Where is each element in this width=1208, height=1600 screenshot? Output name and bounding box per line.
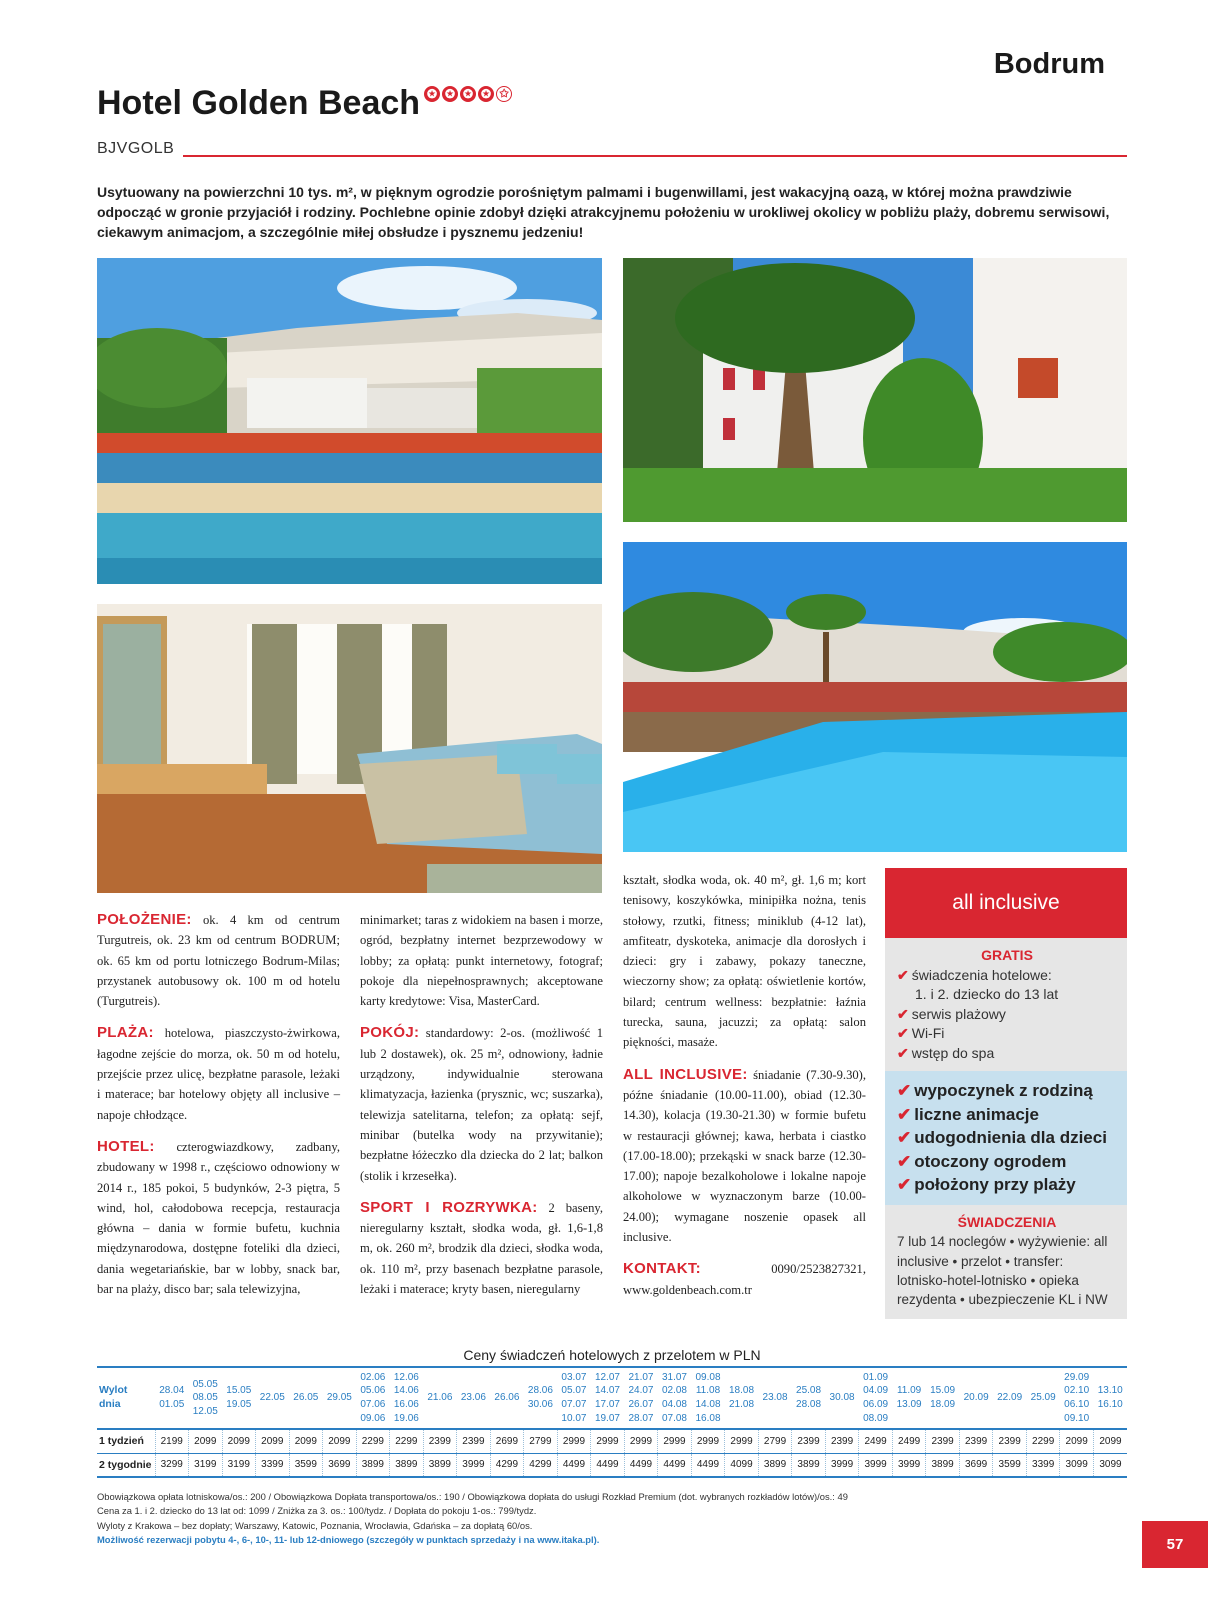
price-table [97, 1366, 1127, 1478]
section-heading: POŁOŻENIE: [97, 911, 192, 928]
price-cell: 3399 [256, 1453, 290, 1477]
price-cell: 3899 [926, 1453, 960, 1477]
note-line: Cena za 1. i 2. dziecko do 13 lat od: 1099 / Zniżka za 3. os.: 100/tydz. / Dopłata do pokoju 1-os.: 799/tydz. [97, 1505, 537, 1517]
departure-date-cell: 12.06 14.06 16.06 19.06 [390, 1367, 424, 1429]
star-icon: ✪ [478, 86, 494, 102]
gratis-item: ✔ świadczenia hotelowe: [897, 966, 1052, 983]
departure-date-cell: 29.09 02.10 06.10 09.10 [1060, 1367, 1094, 1429]
price-notes [97, 1490, 1127, 1548]
price-cell: 2799 [758, 1429, 792, 1453]
feature-item: ✔ położony przy plaży [897, 1175, 1076, 1195]
checkmark-icon: ✔ [897, 1081, 912, 1100]
price-cell: 2299 [390, 1429, 424, 1453]
price-cell: 4099 [725, 1453, 759, 1477]
departure-date-cell: 20.09 [959, 1367, 993, 1429]
price-cell: 2399 [423, 1429, 457, 1453]
gratis-item-detail: 1. i 2. dziecko do 13 lat [915, 986, 1059, 1002]
beach-photo [97, 258, 602, 584]
departure-date-cell: 29.05 [323, 1367, 357, 1429]
price-cell: 2399 [457, 1429, 491, 1453]
departure-date-cell: 01.09 04.09 06.09 08.09 [859, 1367, 893, 1429]
departure-dates-row [97, 1367, 1127, 1429]
departure-date-cell: 21.06 [423, 1367, 457, 1429]
departure-date-cell: 28.04 01.05 [155, 1367, 189, 1429]
price-cell: 4499 [658, 1453, 692, 1477]
checkmark-icon: ✔ [897, 1175, 912, 1195]
hotel-name: Hotel Golden Beach [97, 84, 421, 122]
price-cell: 4499 [624, 1453, 658, 1477]
departure-date-cell: 02.06 05.06 07.06 09.06 [356, 1367, 390, 1429]
row-label: Wylot dnia [97, 1367, 155, 1429]
section-heading: HOTEL: [97, 1137, 155, 1155]
price-cell: 2099 [222, 1429, 256, 1453]
price-cell: 3899 [792, 1453, 826, 1477]
price-cell: 3199 [222, 1453, 256, 1477]
price-cell: 3099 [1060, 1453, 1094, 1477]
title-divider [183, 155, 1127, 157]
text-column-2 [360, 910, 603, 1311]
checkmark-icon: ✔ [897, 1128, 912, 1148]
departure-date-cell: 15.05 19.05 [222, 1367, 256, 1429]
departure-date-cell: 13.10 16.10 [1093, 1367, 1127, 1429]
swiadczenia-text: 7 lub 14 noclegów • wyżywienie: all inclusive • przelot • transfer: lotnisko-hotel-lotnisko • opieka rezydenta • ubezpieczenie KL i NW [897, 1234, 1108, 1308]
departure-date-cell: 30.08 [825, 1367, 859, 1429]
note-line: Wyloty z Krakowa – bez dopłaty; Warszawy, Katowic, Poznania, Wrocławia, Gdańska – za dopłatą 60/os. [97, 1519, 533, 1531]
price-cell: 3899 [758, 1453, 792, 1477]
section-sport-cont: kształt, słodka woda, ok. 40 m², gł. 1,6 m; kort tenisowy, koszykówka, minipiłka nożna, tenis stołowy, rzutki, fitness; miniklub (4-12 lat), amfiteatr, dyskoteka, animacje dla dorosłych i dzieci: gry i zabawy, pokazy taneczne, wieczorny show; za opłatą: oświetlenie kortów, bilard; centrum wellness: bezpłatnie: łaźnia turecka, sauna, jacuzzi; za opłatą: salon piękności, masaże. [623, 873, 866, 1050]
star-rating [424, 86, 514, 102]
feature-item: ✔ liczne animacje [897, 1104, 1039, 1124]
price-cell: 2999 [557, 1429, 591, 1453]
section-text: 2 baseny, nieregularny kształt, słodka woda, gł. 1,6-1,8 m, ok. 260 m², brodzik dla dzieci, słodka woda, ok. 110 m², przy basenach bezpłatne parasole, leżaki i materace; kryty basen, nieregularny [360, 1200, 603, 1297]
pool-photo [623, 542, 1127, 852]
note-line: Obowiązkowa opłata lotniskowa/os.: 200 / Obowiązkowa Dopłata transportowa/os.: 190 / Obowiązkowa dopłata do usługi Rozkład Premium (dot. wybranych rozkładów lotów)/os.: 49 [97, 1491, 848, 1502]
section-sport [360, 1198, 603, 1299]
price-cell: 3299 [155, 1453, 189, 1477]
gratis-item: ✔ Wi-Fi [897, 1025, 945, 1041]
checkmark-icon: ✔ [897, 1104, 912, 1124]
row-label: 2 tygodnie [97, 1453, 155, 1477]
price-cell: 4299 [524, 1453, 558, 1477]
departure-date-cell: 12.07 14.07 17.07 19.07 [591, 1367, 625, 1429]
checkmark-icon: ✔ [897, 1025, 909, 1041]
section-hotel-cont: minimarket; taras z widokiem na basen i morze, ogród, bezpłatny internet bezprzewodowy w lobby; za opłatą: punkt internetowy, fotograf; pokoje dla niepełnosprawnych; akceptowane karty kredytowe: Visa, MasterCard. [360, 913, 603, 1009]
price-cell: 4299 [490, 1453, 524, 1477]
gratis-list [885, 938, 1127, 1071]
departure-date-cell: 26.06 [490, 1367, 524, 1429]
price-cell: 4499 [591, 1453, 625, 1477]
departure-date-cell: 03.07 05.07 07.07 10.07 [557, 1367, 591, 1429]
price-cell: 3699 [323, 1453, 357, 1477]
price-cell: 2399 [959, 1429, 993, 1453]
departure-date-cell: 18.08 21.08 [725, 1367, 759, 1429]
price-cell: 2099 [189, 1429, 223, 1453]
price-cell: 2399 [926, 1429, 960, 1453]
garden-photo [623, 258, 1127, 522]
section-kontakt [623, 1259, 866, 1300]
price-cell: 2199 [155, 1429, 189, 1453]
text-column-3 [623, 870, 866, 1312]
price-cell: 2099 [256, 1429, 290, 1453]
price-cell: 2999 [624, 1429, 658, 1453]
section-text: 0090/2523827321, www.goldenbeach.com.tr [623, 1262, 866, 1297]
price-row-1-week [97, 1429, 1127, 1453]
price-cell: 4499 [557, 1453, 591, 1477]
price-cell: 2499 [859, 1429, 893, 1453]
all-inclusive-box [885, 868, 1127, 1319]
price-cell: 3899 [423, 1453, 457, 1477]
section-heading: SPORT I ROZRYWKA: [360, 1198, 538, 1216]
price-cell: 3999 [892, 1453, 926, 1477]
price-cell: 2399 [993, 1429, 1027, 1453]
note-line: Możliwość rezerwacji pobytu 4-, 6-, 10-, 11- lub 12-dniowego (szczegóły w punktach sprzedaży i na www.itaka.pl). [97, 1534, 600, 1546]
price-cell: 2099 [323, 1429, 357, 1453]
departure-date-cell: 28.06 30.06 [524, 1367, 558, 1429]
price-cell: 3999 [457, 1453, 491, 1477]
departure-date-cell: 25.09 [1026, 1367, 1060, 1429]
section-allinc [623, 1065, 866, 1248]
price-cell: 2099 [1060, 1429, 1094, 1453]
feature-item: ✔ udogodnienia dla dzieci [897, 1128, 1107, 1148]
section-pokoj [360, 1023, 603, 1185]
price-cell: 3599 [289, 1453, 323, 1477]
price-cell: 3899 [356, 1453, 390, 1477]
price-cell: 2999 [591, 1429, 625, 1453]
departure-date-cell: 31.07 02.08 04.08 07.08 [658, 1367, 692, 1429]
departure-date-cell: 23.06 [457, 1367, 491, 1429]
gratis-heading: GRATIS [981, 947, 1033, 963]
section-text: czterogwiazdkowy, zadbany, zbudowany w 1998 r., częściowo odnowiony w 2014 r., 185 pokoi, 5 budynków, 2-3 piętra, 5 wind, hol, całodobowa recepcja, restauracja główna – dania w formie bufetu, kuchnia międzynarodowa, dostępne foteliki dla dzieci, dania wegetariańskie, bar w lobby, snack bar, bar na plaży, disco bar; sala telewizyjna, [97, 1139, 340, 1297]
price-cell: 3899 [390, 1453, 424, 1477]
price-cell: 2099 [1093, 1429, 1127, 1453]
departure-date-cell: 23.08 [758, 1367, 792, 1429]
all-inclusive-title: all inclusive [885, 868, 1127, 938]
checkmark-icon: ✔ [897, 1005, 909, 1022]
checkmark-icon: ✔ [897, 1151, 912, 1171]
intro-text: Usytuowany na powierzchni 10 tys. m², w pięknym ogrodzie porośniętym palmami i bugenwillami, jest wakacyjną oazą, w której można prawdziwie odpocząć w gronie przyjaciół i rodziny. Pochlebne opinie zdobył dzięki atrakcyjnemu położeniu w urokliwej okolicy w pobliżu plaży, dobremu serwisowi, ciekawym animacjom, a szczególnie miłej obsłudze i pysznemu jedzeniu! [97, 184, 1110, 240]
price-cell: 2999 [725, 1429, 759, 1453]
section-text: śniadanie (7.30-9.30), późne śniadanie (10.00-11.00), obiad (12.30-14.30), kolacja (19.30-21.30) w formie bufetu w restauracji głównej; kawa, herbata i ciastko (17.00-18.00); przekąski w snack barze (12.30-17.00); napoje bezalkoholowe i lokalne napoje alkoholowe w wyznaczonym barze (10.00-24.00); wymagane noszenie opasek all inclusive. [623, 1067, 867, 1245]
section-hotel [97, 1137, 340, 1299]
price-cell: 3999 [825, 1453, 859, 1477]
price-cell: 2999 [658, 1429, 692, 1453]
hotel-code: BJVGOLB [97, 140, 175, 157]
section-text: ok. 4 km od centrum Turgutreis, ok. 23 km od centrum BODRUM; ok. 65 km od portu lotniczego Bodrum-Milas; przystanek autobusowy ok. 100 m od hotelu (Turgutreis). [97, 913, 340, 1009]
price-cell: 2399 [825, 1429, 859, 1453]
price-cell: 4499 [691, 1453, 725, 1477]
departure-date-cell: 15.09 18.09 [926, 1367, 960, 1429]
section-polozenie [97, 910, 340, 1011]
price-cell: 2799 [524, 1429, 558, 1453]
departure-date-cell: 21.07 24.07 26.07 28.07 [624, 1367, 658, 1429]
price-table-title: Ceny świadczeń hotelowych z przelotem w PLN [463, 1347, 761, 1363]
region-name: Bodrum [993, 48, 1105, 80]
swiadczenia-heading: ŚWIADCZENIA [957, 1213, 1057, 1230]
half-star-icon: ✩ [496, 86, 512, 102]
page-number: 57 [1142, 1521, 1208, 1568]
price-cell: 2399 [792, 1429, 826, 1453]
departure-date-cell: 22.09 [993, 1367, 1027, 1429]
text-column-1 [97, 910, 340, 1311]
swiadczenia-box [885, 1205, 1127, 1319]
row-label: 1 tydzień [97, 1429, 155, 1453]
feature-list [885, 1071, 1127, 1205]
feature-item: ✔ wypoczynek z rodziną [897, 1081, 1093, 1100]
price-row-2-weeks [97, 1453, 1127, 1477]
price-cell: 3699 [959, 1453, 993, 1477]
departure-date-cell: 22.05 [256, 1367, 290, 1429]
star-icon: ✪ [442, 86, 458, 102]
price-cell: 3999 [859, 1453, 893, 1477]
hotel-title [97, 84, 514, 123]
feature-item: ✔ otoczony ogrodem [897, 1151, 1067, 1171]
section-plaza [97, 1023, 340, 1124]
price-cell: 2299 [1026, 1429, 1060, 1453]
section-heading: ALL INCLUSIVE: [623, 1065, 748, 1083]
section-text: hotelowa, piaszczysto-żwirkowa, łagodne zejście do morza, ok. 50 m od hotelu, przejście przez ulicę, bezpłatne parasole, leżaki i materace; bar hotelowy objęty all inclusive – napoje chłodzące. [97, 1026, 340, 1122]
departure-date-cell: 26.05 [289, 1367, 323, 1429]
price-cell: 2999 [691, 1429, 725, 1453]
price-cell: 3199 [189, 1453, 223, 1477]
section-text: standardowy: 2-os. (możliwość 1 lub 2 dostawek), ok. 25 m², odnowiony, ładnie urządzony, indywidualnie sterowana klimatyzacja, łazienka (prysznic, wc; suszarka), telewizja satelitarna, telefon; za opłatą: sejf, minibar (butelka wody na przywitanie); bezpłatne łóżeczko dla dziecka do 2 lat; balkon (stolik i krzesełka). [360, 1026, 603, 1183]
price-cell: 2099 [289, 1429, 323, 1453]
price-cell: 3099 [1093, 1453, 1127, 1477]
checkmark-icon: ✔ [897, 966, 909, 983]
star-icon: ✪ [424, 86, 440, 102]
gratis-item: ✔ wstęp do spa [897, 1044, 995, 1061]
price-cell: 2699 [490, 1429, 524, 1453]
gratis-item: ✔ serwis plażowy [897, 1005, 1006, 1022]
departure-date-cell: 09.08 11.08 14.08 16.08 [691, 1367, 725, 1429]
star-icon: ✪ [460, 86, 476, 102]
price-cell: 2499 [892, 1429, 926, 1453]
section-heading: KONTAKT: [623, 1260, 701, 1278]
price-cell: 3599 [993, 1453, 1027, 1477]
departure-date-cell: 25.08 28.08 [792, 1367, 826, 1429]
price-cell: 3399 [1026, 1453, 1060, 1477]
room-photo [97, 604, 602, 893]
section-heading: PLAŻA: [97, 1024, 154, 1042]
price-cell: 2299 [356, 1429, 390, 1453]
section-heading: POKÓJ: [360, 1024, 420, 1042]
checkmark-icon: ✔ [897, 1044, 909, 1061]
departure-date-cell: 11.09 13.09 [892, 1367, 926, 1429]
departure-date-cell: 05.05 08.05 12.05 [189, 1367, 223, 1429]
